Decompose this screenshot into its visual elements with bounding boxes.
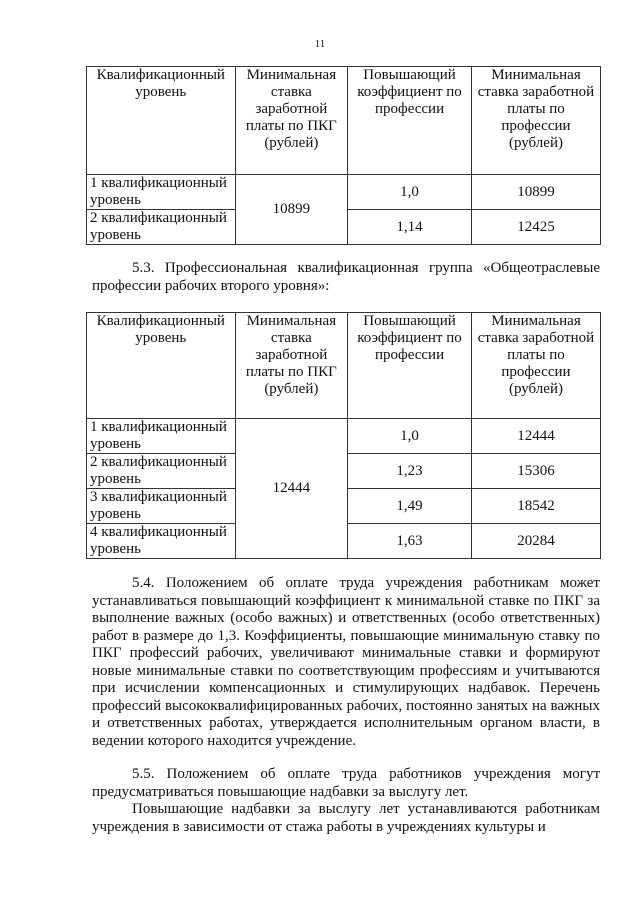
table-header-row (87, 67, 601, 175)
section-5-4: 5.4. Положением об оплате труда учреждения работникам может устанавливаться повышающий коэффициент к минимальной ставке по ПКГ за выполнение важных (особо важных) и ответственных (особо ответственных) работ в размере до 1,3. Коэффициенты, повышающие минимальную ставку по ПКГ профессий рабочих, увеличивают минимальные ставки и формируют новые минимальные ставки по соответствующим профессиям и учитываются при исчислении компенсационных и стимулирующих надбавок. Перечень профессий высококвалифицированных рабочих, постоянно занятых на важных и ответственных работах, утверждается исполнительным органом власти, в ведении которого находится учреждение. (92, 575, 600, 749)
header-pkg-salary: Минимальная ставка заработной платы по ПКГ (рублей) (235, 67, 348, 175)
coefficient-cell: 1,63 (348, 524, 472, 559)
section-5-3: 5.3. Профессиональная квалификационная группа «Общеотраслевые профессии рабочих второго уровня»: (92, 260, 600, 294)
base-salary-cell: 10899 (235, 175, 348, 245)
coefficient-cell: 1,23 (348, 454, 472, 489)
level-cell: 2 квалификационный уровень (87, 454, 236, 489)
level-cell: 2 квалификационный уровень (87, 210, 236, 245)
level-cell: 4 квалификационный уровень (87, 524, 236, 559)
page-number: 11 (314, 38, 326, 50)
header-coefficient: Повышающий коэффициент по профессии (348, 313, 472, 419)
section-5-5-continued: Повышающие надбавки за выслугу лет устанавливаются работникам учреждения в зависимости от стажа работы в учреждениях культуры и (92, 801, 600, 835)
header-pkg-salary: Минимальная ставка заработной платы по ПКГ (рублей) (235, 313, 348, 419)
header-level: Квалификационный уровень (87, 313, 236, 419)
base-salary-cell: 12444 (235, 419, 348, 559)
salary-cell: 10899 (471, 175, 600, 210)
salary-cell: 12425 (471, 210, 600, 245)
table-row (87, 175, 601, 210)
section-5-5: 5.5. Положением об оплате труда работников учреждения могут предусматриваться повышающие надбавки за выслугу лет. (92, 766, 600, 800)
salary-cell: 15306 (471, 454, 600, 489)
coefficient-cell: 1,14 (348, 210, 472, 245)
level-cell: 1 квалификационный уровень (87, 419, 236, 454)
table-header-row (87, 313, 601, 419)
header-coefficient: Повышающий коэффициент по профессии (348, 67, 472, 175)
coefficient-cell: 1,0 (348, 419, 472, 454)
salary-cell: 12444 (471, 419, 600, 454)
coefficient-cell: 1,0 (348, 175, 472, 210)
salary-table-2 (86, 312, 601, 559)
header-profession-salary: Минимальная ставка заработной платы по профессии (рублей) (471, 67, 600, 175)
table-row (87, 419, 601, 454)
level-cell: 3 квалификационный уровень (87, 489, 236, 524)
salary-cell: 18542 (471, 489, 600, 524)
coefficient-cell: 1,49 (348, 489, 472, 524)
header-profession-salary: Минимальная ставка заработной платы по профессии (рублей) (471, 313, 600, 419)
salary-cell: 20284 (471, 524, 600, 559)
level-cell: 1 квалификационный уровень (87, 175, 236, 210)
header-level: Квалификационный уровень (87, 67, 236, 175)
salary-table-1 (86, 66, 601, 245)
